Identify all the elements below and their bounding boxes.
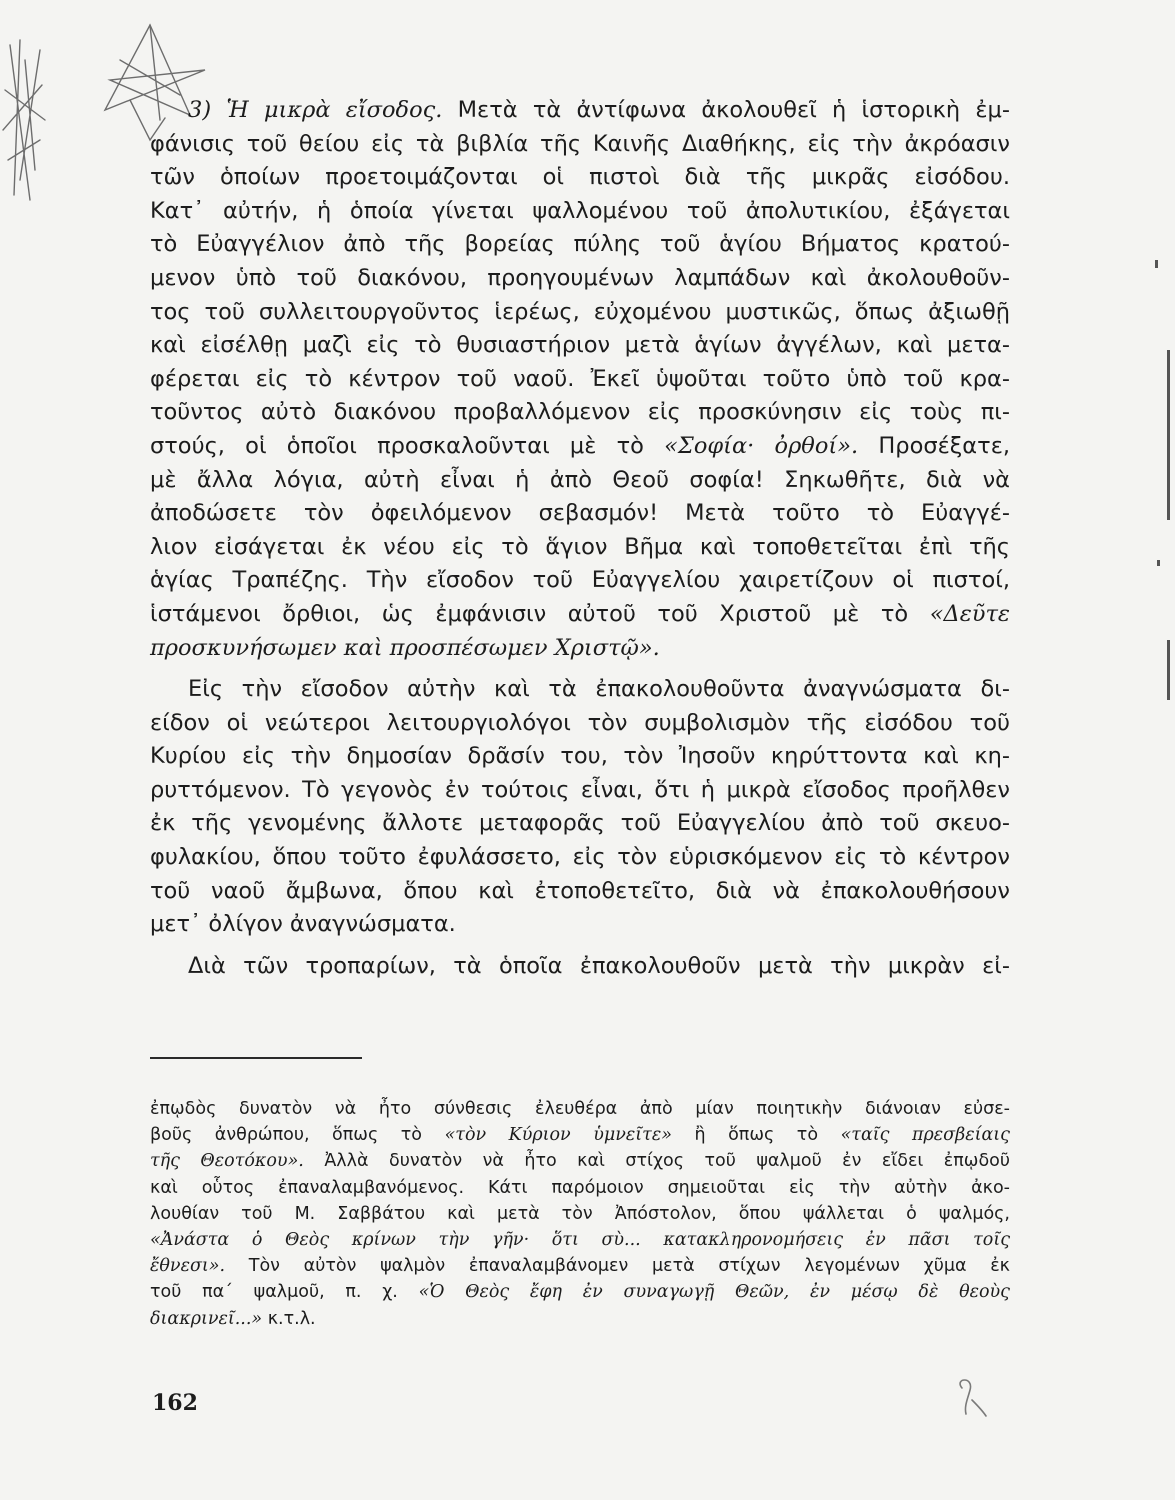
footnote-line: ἔθνεσι». Τὸν αὐτὸν ψαλμὸν ἐπαναλαμβάνομεν μετὰ στίχων λεγομένων χῦμα ἐκ [150,1256,1010,1277]
text-line: ἱστάμενοι ὄρθιοι, ὡς ἐμφάνισιν αὐτοῦ τοῦ Χριστοῦ μὲ τὸ «Δεῦτε [150,600,1010,627]
text-line: ἐκ τῆς γενομένης ἄλλοτε μεταφορᾶς τοῦ Εὐαγγελίου ἀπὸ τοῦ σκευο- [150,810,1010,837]
text-line: τῶν ὁποίων προετοιμάζονται οἱ πιστοὶ διὰ τῆς μικρᾶς εἰσόδου. [150,164,1010,191]
text-line: Κατ᾽ αὐτήν, ἡ ὁποία γίνεται ψαλλομένου τοῦ ἀπολυτικίου, ἐξάγεται [150,197,1010,224]
text-line: Κυρίου εἰς τὴν δημοσίαν δρᾶσίν του, τὸν Ἰησοῦν κηρύττοντα καὶ κη- [150,743,1010,770]
footnote-line: καὶ οὗτος ἐπαναλαμβανόμενος. Κάτι παρόμοιον σημειοῦται εἰς τὴν αὐτὴν ἀκο- [150,1177,1010,1198]
text-line: φέρεται εἰς τὸ κέντρον τοῦ ναοῦ. Ἐκεῖ ὑψοῦται τοῦτο ὑπὸ τοῦ κρα- [150,365,1010,392]
footnote-line: τῆς Θεοτόκου». Ἀλλὰ δυνατὸν νὰ ἦτο καὶ στίχος τοῦ ψαλμοῦ ἐν εἴδει ἐπῳδοῦ [150,1151,1010,1172]
text-line: μενον ὑπὸ τοῦ διακόνου, προηγουμένων λαμπάδων καὶ ἀκολουθοῦν- [150,264,1010,291]
text-line: φάνισις τοῦ θείου εἰς τὰ βιβλία τῆς Καινῆς Διαθήκης, εἰς τὴν ἀκρόασιν [150,130,1010,157]
paragraph-small-entrance [150,94,1010,665]
paragraph-symbolism [150,673,1010,942]
text-line: λιον εἰσάγεται ἐκ νέου εἰς τὸ ἅγιον Βῆμα καὶ τοποθετεῖται ἐπὶ τῆς [150,533,1010,560]
footnote-line: βοῦς ἀνθρώπου, ὅπως τὸ «τὸν Κύριον ὑμνεῖτε» ἢ ὅπως τὸ «ταῖς πρεσβείαις [150,1125,1010,1146]
main-text [150,94,1010,983]
text-line: στούς, οἱ ὁποῖοι προσκαλοῦνται μὲ τὸ «Σοφία· ὀρθοί». Προσέξατε, [150,432,1011,459]
text-line: ἁγίας Τραπέζης. Τὴν εἴσοδον τοῦ Εὐαγγελίου χαιρετίζουν οἱ πιστοί, [150,567,1010,594]
quote-proskynisomen: προσκυνήσωμεν καὶ προσπέσωμεν Χριστῷ». [150,634,660,661]
footnote [150,1096,1010,1332]
text-line: ἀποδώσετε τὸν ὀφειλόμενον σεβασμόν! Μετὰ τοῦτο τὸ Εὐαγγέ- [150,500,1010,527]
footnote-divider [150,1057,362,1059]
text-line: Διὰ τῶν τροπαρίων, τὰ ὁποῖα ἐπακολουθοῦν μετὰ τὴν μικρὰν εἰ- [188,952,1010,979]
quote-sofia-orthoi: «Σοφία· ὀρθοί». [664,432,859,459]
footnote-line: ἐπῳδὸς δυνατὸν νὰ ἦτο σύνθεσις ἐλευθέρα ἀπὸ μίαν ποιητικὴν διάνοιαν εὐσε- [150,1099,1010,1119]
text-line: Εἰς τὴν εἴσοδον αὐτὴν καὶ τὰ ἐπακολουθοῦντα ἀναγνώσματα δι- [188,676,1010,703]
pencil-mark-icon [950,1370,1010,1430]
text-line: μὲ ἄλλα λόγια, αὐτὴ εἶναι ἡ ἀπὸ Θεοῦ σοφία! Σηκωθῆτε, διὰ νὰ [150,466,1010,493]
page-number: 162 [152,1390,198,1416]
text-line: τοῦντος αὐτὸ διακόνου προβαλλόμενον εἰς προσκύνησιν εἰς τοὺς πι- [150,399,1010,426]
text-line [150,632,1010,666]
text-line: τος τοῦ συλλειτουργοῦντος ἱερέως, εὐχομένου μυστικῶς, ὅπως ἀξιωθῇ [150,298,1010,325]
text-line: φυλακίου, ὅπου τοῦτο ἐφυλάσσετο, εἰς τὸν εὑρισκόμενον εἰς τὸ κέντρον [150,844,1010,871]
footnote-line: τοῦ πα´ ψαλμοῦ, π. χ. «Ὁ Θεὸς ἔφη ἐν συναγωγῇ Θεῶν, ἐν μέσῳ δὲ θεοὺς [150,1282,1010,1303]
text-line: ρυττόμενον. Τὸ γεγονὸς ἐν τούτοις εἶναι, ὅτι ἡ μικρὰ εἴσοδος προῆλθεν [150,776,1010,803]
text-line: καὶ εἰσέλθῃ μαζὶ εἰς τὸ θυσιαστήριον μετὰ ἁγίων ἀγγέλων, καὶ μετα- [150,332,1010,359]
text-line: 3) Ἡ μικρὰ εἴσοδος. Μετὰ τὰ ἀντίφωνα ἀκολουθεῖ ἡ ἱστορικὴ ἐμ- [188,97,1010,123]
footnote-line: «Ἀνάστα ὁ Θεὸς κρίνων τὴν γῆν· ὅτι σὺ... κατακληρονομήσεις ἐν πᾶσι τοῖς [150,1230,1010,1251]
quote-deute: «Δεῦτε [929,600,1010,627]
paragraph-troparia [150,950,1010,984]
text-line: είδον οἱ νεώτεροι λειτουργιολόγοι τὸν συμβολισμὸν τῆς εἰσόδου τοῦ [150,709,1010,736]
text-line: τὸ Εὐαγγέλιον ἀπὸ τῆς βορείας πύλης τοῦ ἁγίου Βήματος κρατού- [150,231,1010,258]
section-heading: 3) Ἡ μικρὰ εἴσοδος. [188,97,443,123]
footnote-line: λουθίαν τοῦ Μ. Σαββάτου καὶ μετὰ τὸν Ἀπόστολον, ὅπου ψάλλεται ὁ ψαλμός, [150,1203,1010,1224]
text-line: μετ᾽ ὀλίγον ἀναγνώσματα. [150,911,456,938]
footnote-line: διακρινεῖ...» κ.τ.λ. [150,1308,316,1329]
text-line: τοῦ ναοῦ ἄμβωνα, ὅπου καὶ ἐτοποθετεῖτο, διὰ νὰ ἐπακολουθήσουν [150,877,1010,904]
page-edge-marks [1145,0,1175,1500]
